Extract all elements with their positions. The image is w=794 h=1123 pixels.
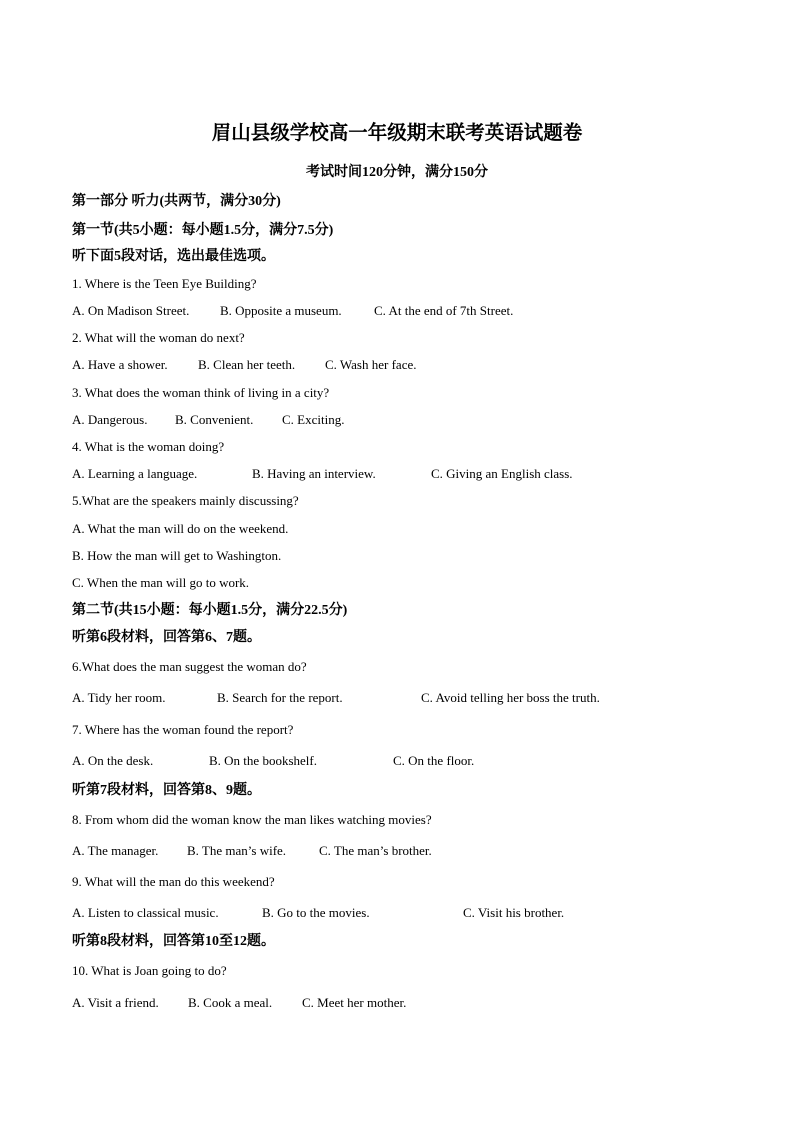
- question-5-option-a: A. What the man will do on the weekend.: [72, 521, 289, 536]
- question-4-option-b: B. Having an interview.: [252, 466, 376, 481]
- question-8-option-c: C. The man’s brother.: [319, 843, 432, 858]
- question-6-stem: 6.What does the man suggest the woman do?: [72, 659, 307, 674]
- question-4-option-a: A. Learning a language.: [72, 466, 198, 481]
- question-3-option-a: A. Dangerous.: [72, 412, 148, 427]
- question-1-option-c: C. At the end of 7th Street.: [374, 303, 514, 318]
- question-10-stem: 10. What is Joan going to do?: [72, 963, 227, 978]
- question-7-options: [72, 753, 474, 769]
- question-7-option-c: C. On the floor.: [393, 753, 475, 768]
- question-3-stem: 3. What does the woman think of living in a city?: [72, 385, 330, 400]
- section1-instruction: 听下面5段对话，选出最佳选项。: [72, 249, 275, 264]
- question-5-stem: 5.What are the speakers mainly discussing?: [72, 493, 299, 508]
- question-8-options: [72, 843, 432, 859]
- question-5-option-c: C. When the man will go to work.: [72, 575, 250, 590]
- question-10-option-b: B. Cook a meal.: [188, 995, 273, 1010]
- question-6-options: [72, 690, 600, 706]
- question-4-options: [72, 466, 573, 482]
- question-9-options: [72, 905, 564, 921]
- question-10-option-a: A. Visit a friend.: [72, 995, 159, 1010]
- question-8-option-a: A. The manager.: [72, 843, 159, 858]
- question-2-option-c: C. Wash her face.: [325, 357, 417, 372]
- question-10-option-c: C. Meet her mother.: [302, 995, 407, 1010]
- group-8-instruction: 听第8段材料，回答第10至12题。: [72, 934, 275, 949]
- part1-heading: 第一部分 听力(共两节，满分30分): [72, 194, 281, 209]
- question-10-options: [72, 995, 406, 1011]
- question-6-option-b: B. Search for the report.: [217, 690, 343, 705]
- page-title: 眉山县级学校高一年级期末联考英语试题卷: [211, 123, 583, 144]
- question-7-option-b: B. On the bookshelf.: [209, 753, 317, 768]
- question-9-option-b: B. Go to the movies.: [262, 905, 370, 920]
- question-1-stem: 1. Where is the Teen Eye Building?: [72, 276, 257, 291]
- question-2-option-b: B. Clean her teeth.: [198, 357, 296, 372]
- question-9-option-c: C. Visit his brother.: [463, 905, 565, 920]
- question-6-option-a: A. Tidy her room.: [72, 690, 166, 705]
- section2-heading: 第二节(共15小题：每小题1.5分，满分22.5分): [72, 603, 348, 618]
- question-2-options: [72, 357, 416, 373]
- question-1-options: [72, 303, 513, 319]
- question-1-option-b: B. Opposite a museum.: [220, 303, 342, 318]
- question-9-option-a: A. Listen to classical music.: [72, 905, 219, 920]
- question-5-option-b: B. How the man will get to Washington.: [72, 548, 282, 563]
- question-3-option-c: C. Exciting.: [282, 412, 345, 427]
- question-3-option-b: B. Convenient.: [175, 412, 254, 427]
- group-6-instruction: 听第6段材料，回答第6、7题。: [72, 630, 261, 645]
- exam-info: 考试时间120分钟，满分150分: [306, 165, 488, 180]
- question-1-option-a: A. On Madison Street.: [72, 303, 190, 318]
- question-8-option-b: B. The man’s wife.: [187, 843, 287, 858]
- question-3-options: [72, 412, 344, 428]
- question-4-option-c: C. Giving an English class.: [431, 466, 573, 481]
- question-2-stem: 2. What will the woman do next?: [72, 330, 245, 345]
- section1-heading: 第一节(共5小题：每小题1.5分，满分7.5分): [72, 223, 334, 238]
- question-2-option-a: A. Have a shower.: [72, 357, 168, 372]
- question-8-stem: 8. From whom did the woman know the man likes watching movies?: [72, 812, 432, 827]
- question-9-stem: 9. What will the man do this weekend?: [72, 874, 275, 889]
- question-7-option-a: A. On the desk.: [72, 753, 154, 768]
- question-4-stem: 4. What is the woman doing?: [72, 439, 225, 454]
- question-7-stem: 7. Where has the woman found the report?: [72, 722, 294, 737]
- question-6-option-c: C. Avoid telling her boss the truth.: [421, 690, 600, 705]
- group-7-instruction: 听第7段材料，回答第8、9题。: [72, 783, 261, 798]
